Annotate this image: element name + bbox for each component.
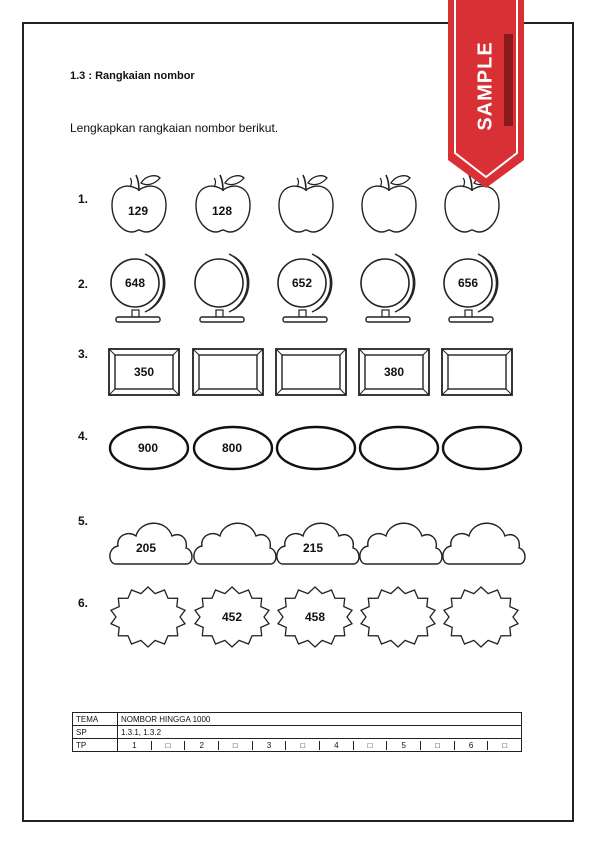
question-number-6: 6. [78, 596, 89, 610]
q5-value-1: 205 [135, 541, 157, 555]
q4-oval-box-4[interactable] [358, 425, 440, 471]
q5-cloud-box-2[interactable] [192, 510, 276, 566]
cloud-icon [192, 510, 276, 566]
cloud-icon [108, 510, 192, 566]
tp-level-3: 3 [253, 741, 287, 750]
question-number-2: 2. [78, 277, 89, 291]
question-number-3: 3. [78, 347, 89, 361]
q5-cloud-box-5[interactable] [441, 510, 525, 566]
q5-cloud-box-1 [108, 510, 192, 566]
q5-value-3: 215 [302, 541, 324, 555]
tp-level-5: 5 [387, 741, 421, 750]
frame-icon [441, 348, 513, 396]
cloud-icon [358, 510, 442, 566]
tp-checkbox-4[interactable]: □ [354, 741, 388, 750]
q2-value-5: 656 [457, 276, 479, 290]
tp-checkbox-2[interactable]: □ [219, 741, 253, 750]
frame-icon [275, 348, 347, 396]
badge-icon [441, 585, 521, 649]
q5-cloud-box-3 [275, 510, 359, 566]
q4-oval-box-3[interactable] [275, 425, 357, 471]
sample-watermark-text: SAMPLE [474, 41, 497, 131]
q3-frame-box-1 [108, 348, 180, 396]
oval-icon [275, 425, 357, 471]
question-number-4: 4. [78, 429, 89, 443]
sp-value: 1.3.1, 1.3.2 [118, 726, 522, 739]
cloud-icon [441, 510, 525, 566]
tp-checkbox-3[interactable]: □ [286, 741, 320, 750]
tp-label: TP [73, 739, 118, 752]
tp-checkbox-6[interactable]: □ [502, 740, 508, 750]
cloud-icon [275, 510, 359, 566]
q1-apple-box-2 [192, 172, 254, 236]
q3-frame-box-2[interactable] [192, 348, 264, 396]
q3-value-4: 380 [383, 365, 405, 379]
q6-value-3: 458 [304, 610, 326, 624]
q2-globe-box-1 [108, 252, 172, 324]
q3-frame-box-3[interactable] [275, 348, 347, 396]
q4-oval-box-2 [192, 425, 274, 471]
q2-value-1: 648 [124, 276, 146, 290]
page-title: 1.3 : Rangkaian nombor [70, 70, 195, 82]
q1-apple-box-3[interactable] [275, 172, 337, 236]
q4-oval-box-1 [108, 425, 190, 471]
question-number-1: 1. [78, 192, 89, 206]
q2-globe-box-3 [275, 252, 339, 324]
tp-level-1: 1 [118, 741, 152, 750]
q4-value-1: 900 [137, 441, 159, 455]
q6-badge-box-5[interactable] [441, 585, 521, 649]
tema-value: NOMBOR HINGGA 1000 [118, 713, 522, 726]
instruction-text: Lengkapkan rangkaian nombor berikut. [70, 121, 279, 135]
q2-globe-box-4[interactable] [358, 252, 422, 324]
tema-label: TEMA [73, 713, 118, 726]
q2-value-3: 652 [291, 276, 313, 290]
q1-apple-box-4[interactable] [358, 172, 420, 236]
q1-apple-box-1 [108, 172, 170, 236]
globe-icon [358, 252, 422, 324]
q2-globe-box-5 [441, 252, 505, 324]
oval-icon [358, 425, 440, 471]
badge-icon [108, 585, 188, 649]
q6-badge-box-3 [275, 585, 355, 649]
tp-checkbox-5[interactable]: □ [421, 741, 455, 750]
question-number-5: 5. [78, 514, 89, 528]
globe-icon [192, 252, 256, 324]
q2-globe-box-2[interactable] [192, 252, 256, 324]
q3-value-1: 350 [133, 365, 155, 379]
badge-icon [358, 585, 438, 649]
tp-levels [118, 741, 521, 750]
q5-cloud-box-4[interactable] [358, 510, 442, 566]
q6-badge-box-4[interactable] [358, 585, 438, 649]
q1-value-2: 128 [211, 204, 233, 218]
q6-value-2: 452 [221, 610, 243, 624]
apple-icon [358, 172, 420, 236]
info-table [72, 712, 522, 752]
q4-oval-box-5[interactable] [441, 425, 523, 471]
tp-level-4: 4 [320, 741, 354, 750]
q1-value-1: 129 [127, 204, 149, 218]
tp-checkbox-1[interactable]: □ [152, 741, 186, 750]
q3-frame-box-4 [358, 348, 430, 396]
q6-badge-box-2 [192, 585, 272, 649]
oval-icon [441, 425, 523, 471]
sp-label: SP [73, 726, 118, 739]
apple-icon [275, 172, 337, 236]
frame-icon [192, 348, 264, 396]
tp-level-6: 6 [455, 741, 489, 750]
tp-level-2: 2 [185, 741, 219, 750]
q4-value-2: 800 [221, 441, 243, 455]
q6-badge-box-1[interactable] [108, 585, 188, 649]
q3-frame-box-5[interactable] [441, 348, 513, 396]
